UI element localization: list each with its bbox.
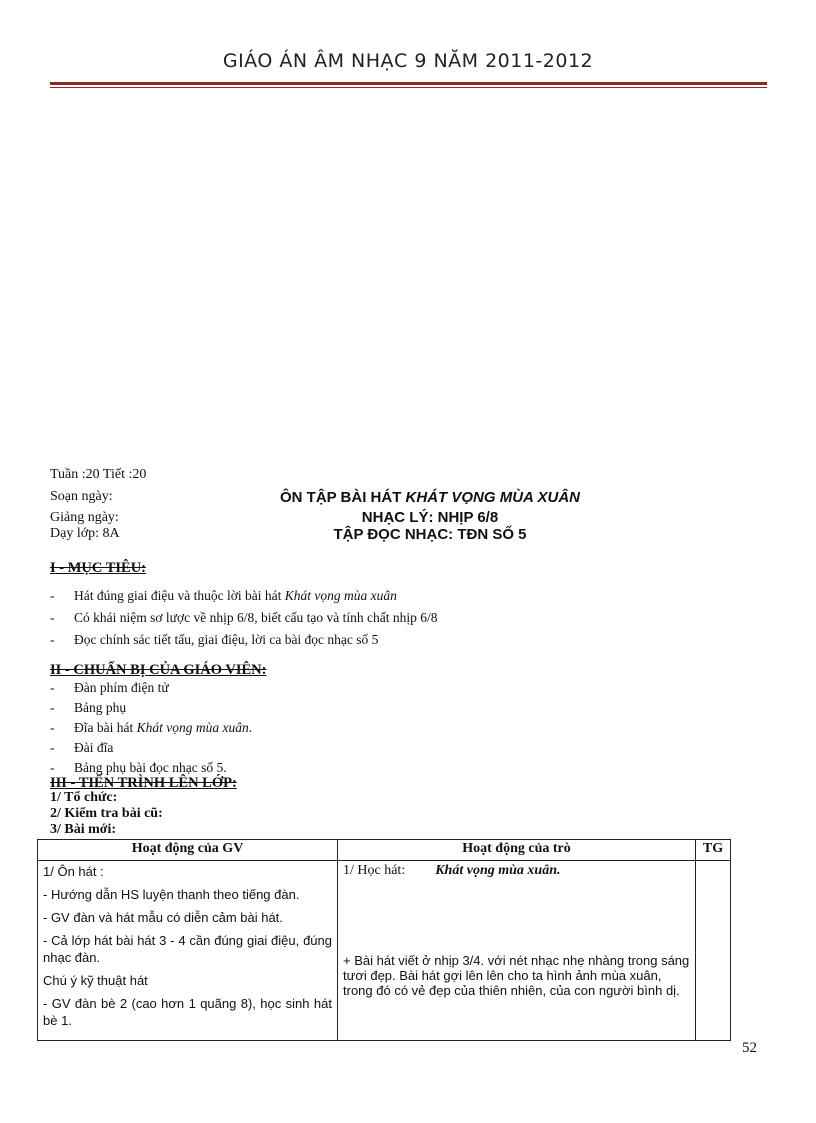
teacher-activity-line: - GV đàn bè 2 (cao hơn 1 quãng 8), học sinh hát bè 1. (43, 996, 332, 1028)
student-activity-song: Khát vọng mùa xuân. (435, 863, 561, 878)
student-activity-cell (338, 861, 696, 1041)
page-number: 52 (742, 1040, 757, 1056)
prepared-date-label: Soạn ngày: (50, 489, 113, 504)
lesson-title-song: KHÁT VỌNG MÙA XUÂN (405, 489, 580, 506)
week-period-label: Tuần :20 Tiết :20 (50, 467, 147, 482)
taught-date-label: Giảng ngày: (50, 510, 119, 525)
section-preparation-heading: II - CHUẨN BỊ CỦA GIÁO VIÊN: (50, 662, 267, 678)
procedure-step: 2/ Kiểm tra bài cũ: (50, 806, 163, 821)
procedure-step: 1/ Tổ chức: (50, 790, 118, 805)
objective-item: - Hát đúng giai điệu và thuộc lời bài hát Khát vọng mùa xuân (50, 588, 397, 603)
student-activity-heading: 1/ Học hát: Khát vọng mùa xuân. (343, 863, 561, 878)
lesson-title-line-3: TẬP ĐỌC NHẠC: TĐN SỐ 5 (333, 526, 527, 543)
teacher-activity-line: 1/ Ôn hát : (43, 864, 104, 879)
teacher-activity-line: Chú ý kỹ thuật hát (43, 973, 148, 988)
header-time: TG (696, 840, 731, 861)
student-activity-note: + Bài hát viết ở nhịp 3/4. với nét nhạc nhẹ nhàng trong sáng tươi đẹp. Bài hát gợi lên lên cho ta hình ảnh mùa xuân, trong đó có vẻ đẹp của thiên nhiên, của con người bình dị. (343, 953, 690, 998)
header-rule-thin (50, 87, 767, 88)
preparation-item: - Đàn phím điện tử (50, 680, 169, 695)
lesson-title-line-2: NHẠC LÝ: NHỊP 6/8 (361, 509, 499, 526)
objective-item: - Đọc chính sác tiết tấu, giai điệu, lời ca bài đọc nhạc số 5 (50, 632, 379, 647)
table-header-row (38, 840, 731, 861)
activity-table (37, 839, 731, 1041)
preparation-item: - Đĩa bài hát Khát vọng mùa xuân. (50, 720, 253, 735)
lesson-title-line-1 (200, 489, 660, 506)
section-procedure-heading: III - TIẾN TRÌNH LÊN LỚP: (50, 775, 237, 791)
time-cell (696, 861, 731, 1041)
document-header-title: GIÁO ÁN ÂM NHẠC 9 NĂM 2011-2012 (222, 50, 594, 72)
header-student-activity: Hoạt động của trò (338, 840, 696, 861)
header-rule (50, 82, 767, 85)
preparation-item: - Bảng phụ (50, 700, 127, 715)
class-label: Dạy lớp: 8A (50, 526, 120, 541)
teacher-activity-line: - GV đàn và hát mẫu có diễn cảm bài hát. (43, 910, 283, 925)
lesson-title-prefix: ÔN TẬP BÀI HÁT (279, 489, 406, 506)
preparation-item: - Bảng phụ bài đọc nhạc số 5. (50, 760, 227, 775)
teacher-activity-cell (38, 861, 338, 1041)
procedure-step: 3/ Bài mới: (50, 822, 117, 837)
header-teacher-activity: Hoạt động của GV (38, 840, 338, 861)
table-row (38, 861, 731, 1041)
teacher-activity-line: - Cả lớp hát bài hát 3 - 4 cần đúng giai điệu, đúng nhạc đàn. (43, 933, 332, 965)
objective-item: - Có khái niệm sơ lược về nhịp 6/8, biết cấu tạo và tính chất nhịp 6/8 (50, 610, 438, 625)
preparation-item: - Đài đĩa (50, 740, 114, 755)
teacher-activity-line: - Hướng dẫn HS luyện thanh theo tiếng đàn. (43, 887, 300, 902)
section-objectives-heading: I - MỤC TIÊU: (50, 560, 146, 576)
